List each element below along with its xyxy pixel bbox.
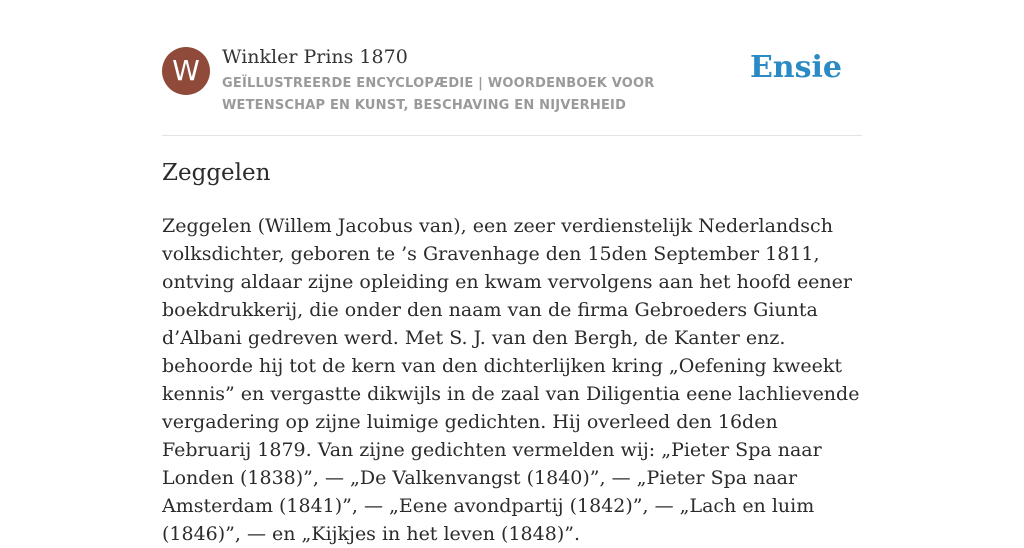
header-divider [162,135,862,136]
source-title[interactable]: Winkler Prins 1870 [222,46,408,68]
entry-title: Zeggelen [162,160,271,186]
source-subtitle: GEÏLLUSTREERDE ENCYCLOPÆDIE | WOORDENBOEK VOOR WETENSCHAP EN KUNST, BESCHAVING EN NIJVERHEID [222,76,655,113]
source-avatar[interactable]: W [162,47,210,95]
source-header [162,46,862,136]
entry-body: Zeggelen (Willem Jacobus van), een zeer verdienstelijk Nederlandsch volksdichter, geboren te ’s Gravenhage den 15den September 1811, ontving aldaar zijne opleiding en kwam vervolgens aan het hoofd eener boekdrukkerij, die onder den naam van de firma Gebroeders Giunta d’Albani gedreven werd. Met S. J. van den Bergh, de Kanter enz. behoorde hij tot de kern van den dichterlijken kring „Oefening kweekt kennis” en vergastte dikwijls in de zaal van Diligentia eene lachlievende vergadering op zijne luimige gedichten. Hij overleed den 16den Februarij 1879. Van zijne gedichten vermelden wij: „Pieter Spa naar Londen (1838)”, — „De Valkenvangst (1840)”, — „Pieter Spa naar Amsterdam (1841)”, — „Eene avondpartij (1842)”, — „Lach en luim (1846)”, — en „Kijkjes in het leven (1848)”. [162,215,860,545]
ensie-logo-link[interactable]: Ensie [749,50,842,85]
